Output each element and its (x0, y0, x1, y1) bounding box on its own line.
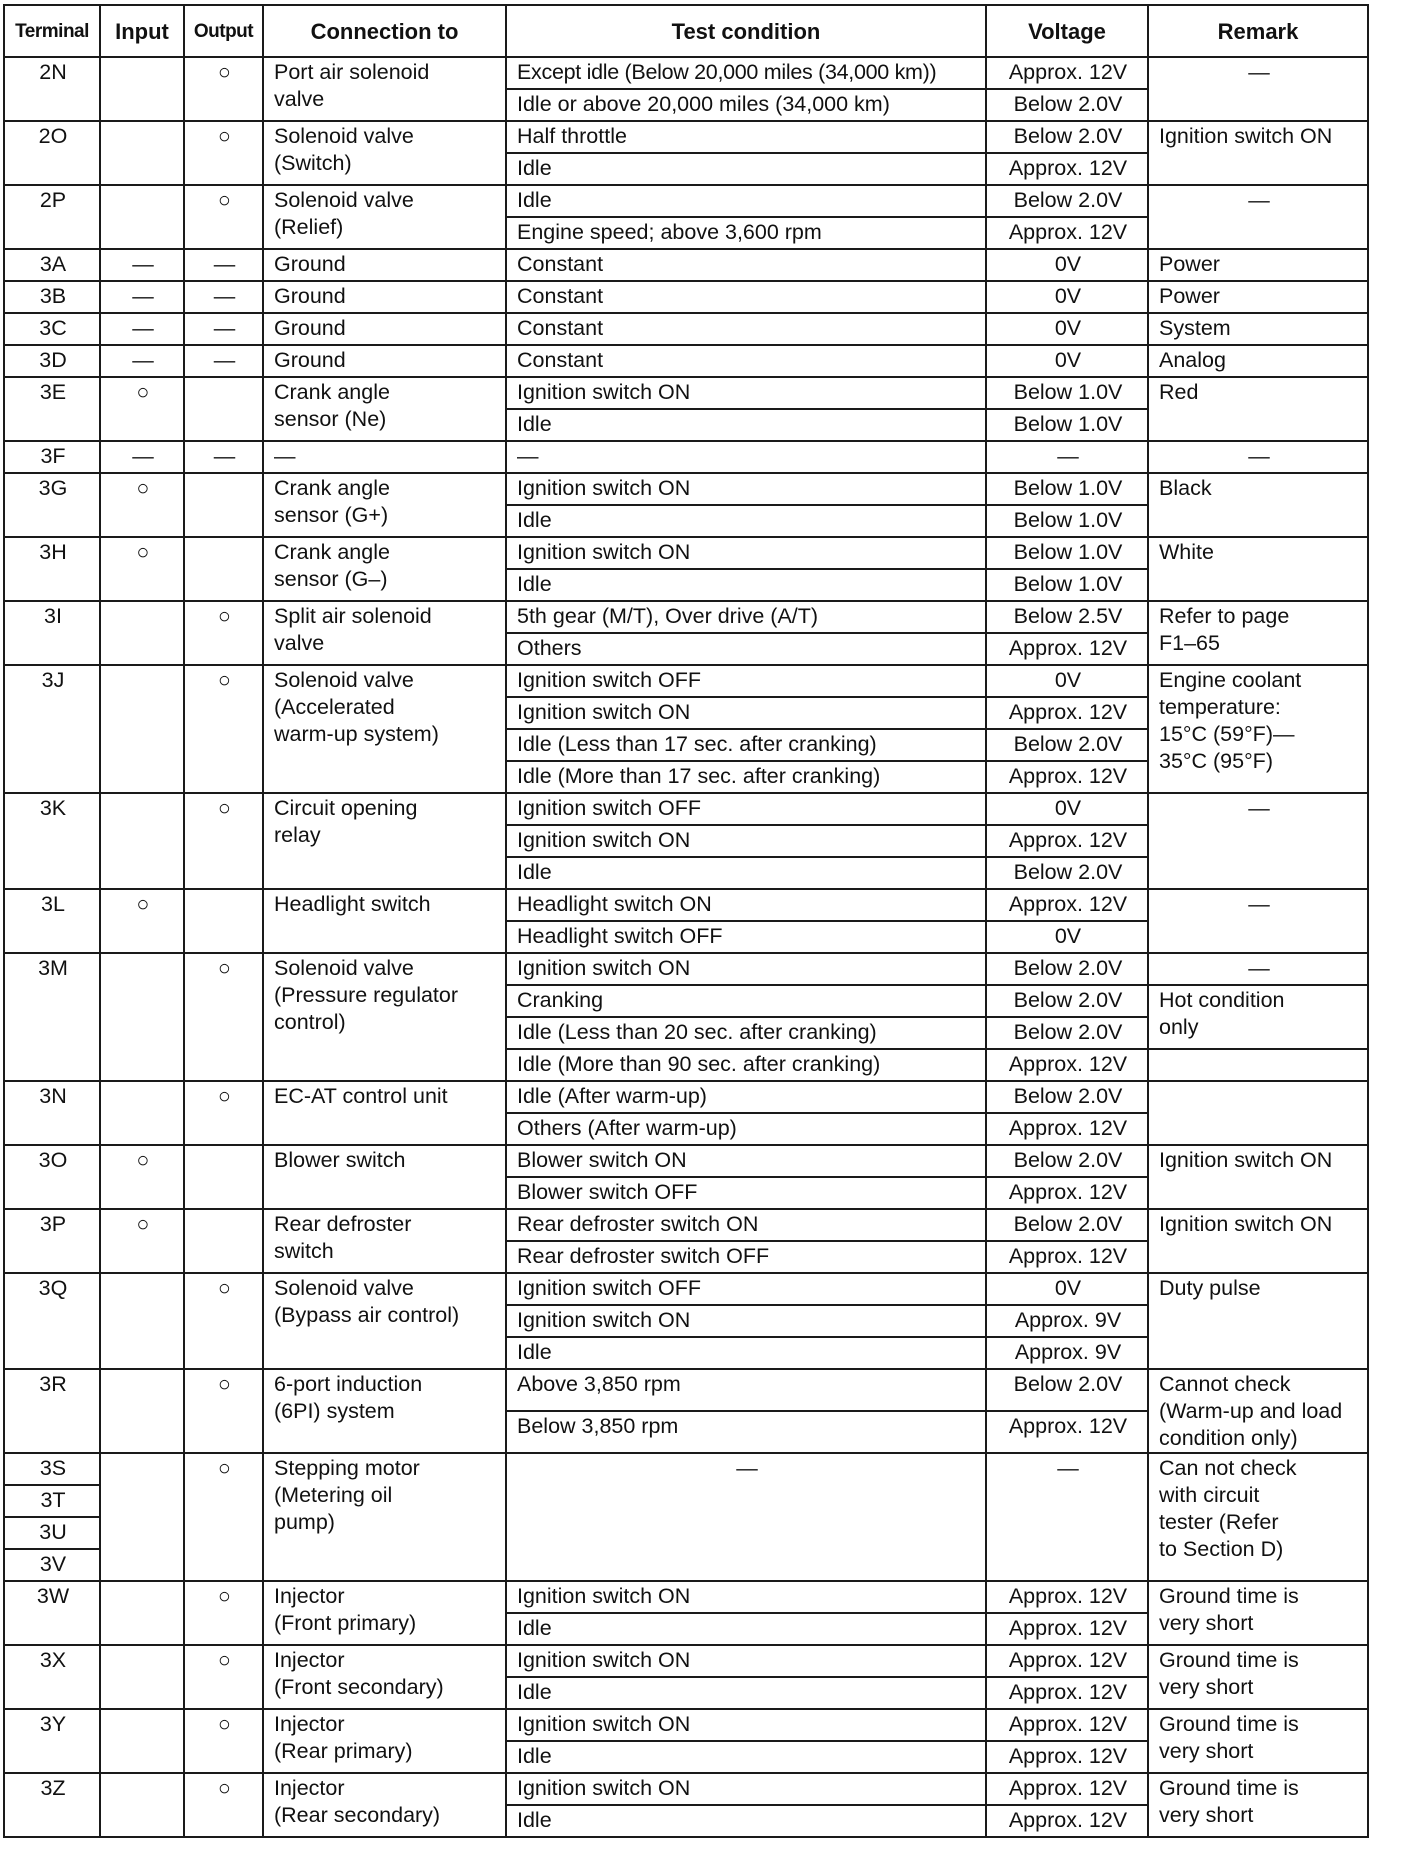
output-cell: — (184, 249, 263, 281)
test-condition-cell: Ignition switch OFF (506, 665, 986, 697)
voltage-cell: Below 2.0V (986, 121, 1148, 153)
voltage-cell: Below 2.0V (986, 1081, 1148, 1113)
voltage-cell: Below 2.0V (986, 729, 1148, 761)
output-cell: ○ (184, 1369, 263, 1453)
test-condition-cell: Headlight switch ON (506, 889, 986, 921)
test-condition-cell: Idle (506, 1805, 986, 1837)
table-row (4, 953, 1368, 985)
terminal-cell: 3O (4, 1145, 100, 1209)
test-condition-cell: Idle (More than 90 sec. after cranking) (506, 1049, 986, 1081)
remark-cell: Ground time is very short (1148, 1581, 1368, 1645)
test-condition-cell: Idle (506, 1613, 986, 1645)
header-remark: Remark (1148, 5, 1368, 57)
test-condition-cell: Idle (Less than 17 sec. after cranking) (506, 729, 986, 761)
output-cell: — (184, 313, 263, 345)
output-cell: ○ (184, 121, 263, 185)
input-cell (100, 1773, 184, 1837)
test-condition-cell: Ignition switch ON (506, 1709, 986, 1741)
output-cell: ○ (184, 1081, 263, 1145)
connection-cell: 6-port induction (6PI) system (263, 1369, 506, 1453)
remark-cell: Ground time is very short (1148, 1709, 1368, 1773)
terminal-cell: 3E (4, 377, 100, 441)
table-row (4, 473, 1368, 505)
test-condition-cell: Idle (506, 185, 986, 217)
terminal-cell: 3H (4, 537, 100, 601)
connection-cell: Ground (263, 313, 506, 345)
test-condition-cell: Cranking (506, 985, 986, 1017)
voltage-cell: Approx. 12V (986, 1613, 1148, 1645)
voltage-cell: Approx. 12V (986, 1411, 1148, 1453)
voltage-cell: Approx. 12V (986, 1709, 1148, 1741)
terminal-cell: 3P (4, 1209, 100, 1273)
output-cell (184, 377, 263, 441)
input-cell: — (100, 313, 184, 345)
input-cell (100, 57, 184, 121)
table-row (4, 665, 1368, 697)
test-condition-cell: Others (After warm-up) (506, 1113, 986, 1145)
output-cell: ○ (184, 953, 263, 1081)
voltage-cell: — (986, 1453, 1148, 1581)
connection-cell: Port air solenoid valve (263, 57, 506, 121)
connection-cell: Solenoid valve (Switch) (263, 121, 506, 185)
test-condition-cell: 5th gear (M/T), Over drive (A/T) (506, 601, 986, 633)
remark-cell: Cannot check (Warm-up and load condition only) (1148, 1369, 1368, 1453)
voltage-cell: Approx. 12V (986, 217, 1148, 249)
header-terminal: Terminal (4, 5, 100, 57)
voltage-cell: — (986, 441, 1148, 473)
voltage-cell: Approx. 12V (986, 889, 1148, 921)
remark-cell: — (1148, 57, 1368, 121)
test-condition-cell: Constant (506, 313, 986, 345)
connection-cell: Split air solenoid valve (263, 601, 506, 665)
test-condition-cell: Ignition switch OFF (506, 1273, 986, 1305)
test-condition-cell: Ignition switch ON (506, 825, 986, 857)
connection-cell: Injector (Rear primary) (263, 1709, 506, 1773)
output-cell: ○ (184, 185, 263, 249)
table-row (4, 537, 1368, 569)
connection-cell: Rear defroster switch (263, 1209, 506, 1273)
remark-cell: Ignition switch ON (1148, 1145, 1368, 1209)
remark-cell: Power (1148, 249, 1368, 281)
input-cell: — (100, 441, 184, 473)
terminal-cell: 3T (4, 1485, 100, 1517)
connection-cell: Injector (Front secondary) (263, 1645, 506, 1709)
output-cell (184, 473, 263, 537)
voltage-cell: Below 1.0V (986, 409, 1148, 441)
connection-cell: Crank angle sensor (G+) (263, 473, 506, 537)
connection-cell: Headlight switch (263, 889, 506, 953)
voltage-cell: Below 1.0V (986, 505, 1148, 537)
voltage-cell: Approx. 12V (986, 697, 1148, 729)
voltage-cell: Below 1.0V (986, 377, 1148, 409)
input-cell: — (100, 249, 184, 281)
test-condition-cell: Blower switch ON (506, 1145, 986, 1177)
voltage-cell: Approx. 12V (986, 1049, 1148, 1081)
test-condition-cell: Engine speed; above 3,600 rpm (506, 217, 986, 249)
output-cell: ○ (184, 1273, 263, 1369)
voltage-cell: Below 1.0V (986, 473, 1148, 505)
remark-cell: — (1148, 185, 1368, 249)
terminal-cell: 3G (4, 473, 100, 537)
test-condition-cell: Above 3,850 rpm (506, 1369, 986, 1411)
test-condition-cell: Idle (506, 857, 986, 889)
terminal-cell: 3L (4, 889, 100, 953)
remark-cell: Power (1148, 281, 1368, 313)
voltage-cell: Below 2.0V (986, 1145, 1148, 1177)
input-cell (100, 1453, 184, 1581)
table-row (4, 121, 1368, 153)
test-condition-cell: Ignition switch ON (506, 377, 986, 409)
input-cell: ○ (100, 537, 184, 601)
terminal-cell: 3W (4, 1581, 100, 1645)
output-cell: ○ (184, 1773, 263, 1837)
test-condition-cell: Ignition switch ON (506, 697, 986, 729)
terminal-cell: 3Y (4, 1709, 100, 1773)
table-header (4, 5, 1368, 57)
connection-cell: Ground (263, 345, 506, 377)
voltage-cell: 0V (986, 665, 1148, 697)
test-condition-cell: Constant (506, 249, 986, 281)
test-condition-cell: Rear defroster switch ON (506, 1209, 986, 1241)
connection-cell: Blower switch (263, 1145, 506, 1209)
connection-cell: Solenoid valve (Relief) (263, 185, 506, 249)
input-cell (100, 793, 184, 889)
input-cell (100, 1581, 184, 1645)
table-row (4, 185, 1368, 217)
voltage-cell: Approx. 12V (986, 761, 1148, 793)
voltage-cell: 0V (986, 249, 1148, 281)
input-cell: — (100, 281, 184, 313)
voltage-cell: Approx. 12V (986, 1177, 1148, 1209)
connection-cell: Injector (Rear secondary) (263, 1773, 506, 1837)
connection-cell: Crank angle sensor (G–) (263, 537, 506, 601)
connection-cell: Circuit opening relay (263, 793, 506, 889)
remark-cell: Can not check with circuit tester (Refer to Section D) (1148, 1453, 1368, 1581)
table-row (4, 793, 1368, 825)
output-cell: ○ (184, 57, 263, 121)
input-cell (100, 601, 184, 665)
test-condition-cell: Idle or above 20,000 miles (34,000 km) (506, 89, 986, 121)
remark-cell (1148, 1081, 1368, 1145)
test-condition-cell: Ignition switch OFF (506, 793, 986, 825)
input-cell (100, 121, 184, 185)
terminal-cell: 3U (4, 1517, 100, 1549)
connection-cell: Crank angle sensor (Ne) (263, 377, 506, 441)
input-cell: — (100, 345, 184, 377)
table-row (4, 441, 1368, 473)
remark-cell: Duty pulse (1148, 1273, 1368, 1369)
voltage-cell: Below 1.0V (986, 537, 1148, 569)
remark-cell: — (1148, 793, 1368, 889)
header-connection: Connection to (263, 5, 506, 57)
connection-cell: Injector (Front primary) (263, 1581, 506, 1645)
terminal-cell: 3S (4, 1453, 100, 1485)
table-row (4, 1645, 1368, 1677)
remark-cell: — (1148, 953, 1368, 985)
voltage-cell: Approx. 12V (986, 1581, 1148, 1613)
remark-cell: Engine coolant temperature: 15°C (59°F)— 35°C (95°F) (1148, 665, 1368, 793)
header-input: Input (100, 5, 184, 57)
remark-cell: Refer to page F1–65 (1148, 601, 1368, 665)
voltage-cell: Approx. 12V (986, 1241, 1148, 1273)
test-condition-cell: Idle (506, 153, 986, 185)
table-row (4, 1773, 1368, 1805)
remark-cell: Ignition switch ON (1148, 1209, 1368, 1273)
remark-cell: Ground time is very short (1148, 1645, 1368, 1709)
test-condition-cell: Below 3,850 rpm (506, 1411, 986, 1453)
remark-cell (1148, 1049, 1368, 1081)
voltage-cell: 0V (986, 793, 1148, 825)
voltage-cell: Below 2.0V (986, 985, 1148, 1017)
voltage-cell: Approx. 12V (986, 1805, 1148, 1837)
remark-cell: Red (1148, 377, 1368, 441)
terminal-cell: 3C (4, 313, 100, 345)
test-condition-cell: Ignition switch ON (506, 537, 986, 569)
voltage-cell: Below 2.0V (986, 1017, 1148, 1049)
output-cell: ○ (184, 793, 263, 889)
header-test-condition: Test condition (506, 5, 986, 57)
input-cell (100, 665, 184, 793)
remark-cell: — (1148, 441, 1368, 473)
terminal-cell: 3Z (4, 1773, 100, 1837)
connection-cell: Stepping motor (Metering oil pump) (263, 1453, 506, 1581)
connection-cell: Ground (263, 281, 506, 313)
header-output: Output (184, 5, 263, 57)
voltage-cell: 0V (986, 281, 1148, 313)
output-cell (184, 1145, 263, 1209)
test-condition-cell: Idle (506, 1677, 986, 1709)
output-cell: — (184, 441, 263, 473)
terminal-cell: 3I (4, 601, 100, 665)
terminal-cell: 3N (4, 1081, 100, 1145)
table-row (4, 889, 1368, 921)
voltage-cell: Approx. 9V (986, 1337, 1148, 1369)
input-cell: ○ (100, 473, 184, 537)
test-condition-cell: Constant (506, 345, 986, 377)
table-row (4, 1081, 1368, 1113)
test-condition-cell: Half throttle (506, 121, 986, 153)
output-cell: ○ (184, 1453, 263, 1581)
connection-cell: Solenoid valve (Pressure regulator control) (263, 953, 506, 1081)
voltage-cell: Below 2.0V (986, 185, 1148, 217)
voltage-cell: Below 2.5V (986, 601, 1148, 633)
output-cell: ○ (184, 1581, 263, 1645)
voltage-cell: Approx. 12V (986, 1645, 1148, 1677)
voltage-cell: 0V (986, 921, 1148, 953)
table-body (4, 57, 1368, 1837)
remark-cell: Analog (1148, 345, 1368, 377)
input-cell: ○ (100, 1209, 184, 1273)
output-cell: ○ (184, 665, 263, 793)
terminal-cell: 3A (4, 249, 100, 281)
table-row (4, 345, 1368, 377)
test-condition-cell: Idle (506, 1337, 986, 1369)
terminal-cell: 2O (4, 121, 100, 185)
voltage-cell: Approx. 12V (986, 1773, 1148, 1805)
connection-cell: Solenoid valve (Bypass air control) (263, 1273, 506, 1369)
connection-cell: — (263, 441, 506, 473)
test-condition-cell: — (506, 1453, 986, 1581)
voltage-cell: 0V (986, 313, 1148, 345)
table-row (4, 1453, 1368, 1485)
test-condition-cell: — (506, 441, 986, 473)
connection-cell: Solenoid valve (Accelerated warm-up system) (263, 665, 506, 793)
output-cell: ○ (184, 1709, 263, 1773)
terminal-cell: 3M (4, 953, 100, 1081)
voltage-cell: Approx. 12V (986, 1113, 1148, 1145)
test-condition-cell: Ignition switch ON (506, 953, 986, 985)
remark-cell: Ignition switch ON (1148, 121, 1368, 185)
remark-cell: System (1148, 313, 1368, 345)
input-cell (100, 1709, 184, 1773)
voltage-cell: Approx. 9V (986, 1305, 1148, 1337)
terminal-cell: 3X (4, 1645, 100, 1709)
input-cell: ○ (100, 377, 184, 441)
voltage-cell: Below 1.0V (986, 569, 1148, 601)
terminal-cell: 3D (4, 345, 100, 377)
terminal-cell: 3F (4, 441, 100, 473)
voltage-cell: Below 2.0V (986, 857, 1148, 889)
output-cell: ○ (184, 1645, 263, 1709)
test-condition-cell: Idle (More than 17 sec. after cranking) (506, 761, 986, 793)
test-condition-cell: Except idle (Below 20,000 miles (34,000 km)) (506, 57, 986, 89)
input-cell: ○ (100, 889, 184, 953)
test-condition-cell: Idle (506, 409, 986, 441)
test-condition-cell: Idle (506, 505, 986, 537)
remark-cell: Ground time is very short (1148, 1773, 1368, 1837)
input-cell (100, 953, 184, 1081)
table-row (4, 1581, 1368, 1613)
test-condition-cell: Rear defroster switch OFF (506, 1241, 986, 1273)
input-cell (100, 1369, 184, 1453)
table-row (4, 249, 1368, 281)
output-cell (184, 537, 263, 601)
test-condition-cell: Ignition switch ON (506, 1773, 986, 1805)
voltage-cell: Approx. 12V (986, 1677, 1148, 1709)
voltage-cell: Below 2.0V (986, 953, 1148, 985)
test-condition-cell: Ignition switch ON (506, 1581, 986, 1613)
table-row (4, 1209, 1368, 1241)
table-row (4, 313, 1368, 345)
remark-cell: Black (1148, 473, 1368, 537)
output-cell: — (184, 281, 263, 313)
test-condition-cell: Idle (After warm-up) (506, 1081, 986, 1113)
table-row (4, 281, 1368, 313)
remark-cell: Hot condition only (1148, 985, 1368, 1049)
table-row (4, 1369, 1368, 1411)
output-cell: — (184, 345, 263, 377)
table-row (4, 1145, 1368, 1177)
table-row (4, 1709, 1368, 1741)
terminal-cell: 3J (4, 665, 100, 793)
test-condition-cell: Blower switch OFF (506, 1177, 986, 1209)
input-cell (100, 1273, 184, 1369)
test-condition-cell: Idle (506, 569, 986, 601)
test-condition-cell: Others (506, 633, 986, 665)
voltage-cell: 0V (986, 345, 1148, 377)
test-condition-cell: Ignition switch ON (506, 1305, 986, 1337)
voltage-cell: Approx. 12V (986, 1741, 1148, 1773)
terminal-cell: 3K (4, 793, 100, 889)
voltage-cell: Approx. 12V (986, 825, 1148, 857)
terminal-cell: 3R (4, 1369, 100, 1453)
terminal-cell: 2N (4, 57, 100, 121)
table-row (4, 601, 1368, 633)
input-cell (100, 1081, 184, 1145)
test-condition-cell: Ignition switch ON (506, 1645, 986, 1677)
test-condition-cell: Idle (Less than 20 sec. after cranking) (506, 1017, 986, 1049)
terminal-cell: 2P (4, 185, 100, 249)
header-voltage: Voltage (986, 5, 1148, 57)
test-condition-cell: Constant (506, 281, 986, 313)
voltage-cell: Approx. 12V (986, 57, 1148, 89)
terminal-cell: 3Q (4, 1273, 100, 1369)
voltage-cell: Approx. 12V (986, 153, 1148, 185)
terminal-cell: 3V (4, 1549, 100, 1581)
terminal-voltage-table (3, 4, 1369, 1838)
input-cell: ○ (100, 1145, 184, 1209)
remark-cell: — (1148, 889, 1368, 953)
input-cell (100, 1645, 184, 1709)
input-cell (100, 185, 184, 249)
output-cell (184, 889, 263, 953)
table-row (4, 57, 1368, 89)
connection-cell: Ground (263, 249, 506, 281)
test-condition-cell: Ignition switch ON (506, 473, 986, 505)
connection-cell: EC-AT control unit (263, 1081, 506, 1145)
table-row (4, 377, 1368, 409)
voltage-cell: Below 2.0V (986, 1369, 1148, 1411)
output-cell: ○ (184, 601, 263, 665)
table-row (4, 1273, 1368, 1305)
voltage-cell: 0V (986, 1273, 1148, 1305)
voltage-cell: Below 2.0V (986, 1209, 1148, 1241)
test-condition-cell: Headlight switch OFF (506, 921, 986, 953)
voltage-cell: Below 2.0V (986, 89, 1148, 121)
remark-cell: White (1148, 537, 1368, 601)
voltage-cell: Approx. 12V (986, 633, 1148, 665)
output-cell (184, 1209, 263, 1273)
terminal-cell: 3B (4, 281, 100, 313)
test-condition-cell: Idle (506, 1741, 986, 1773)
